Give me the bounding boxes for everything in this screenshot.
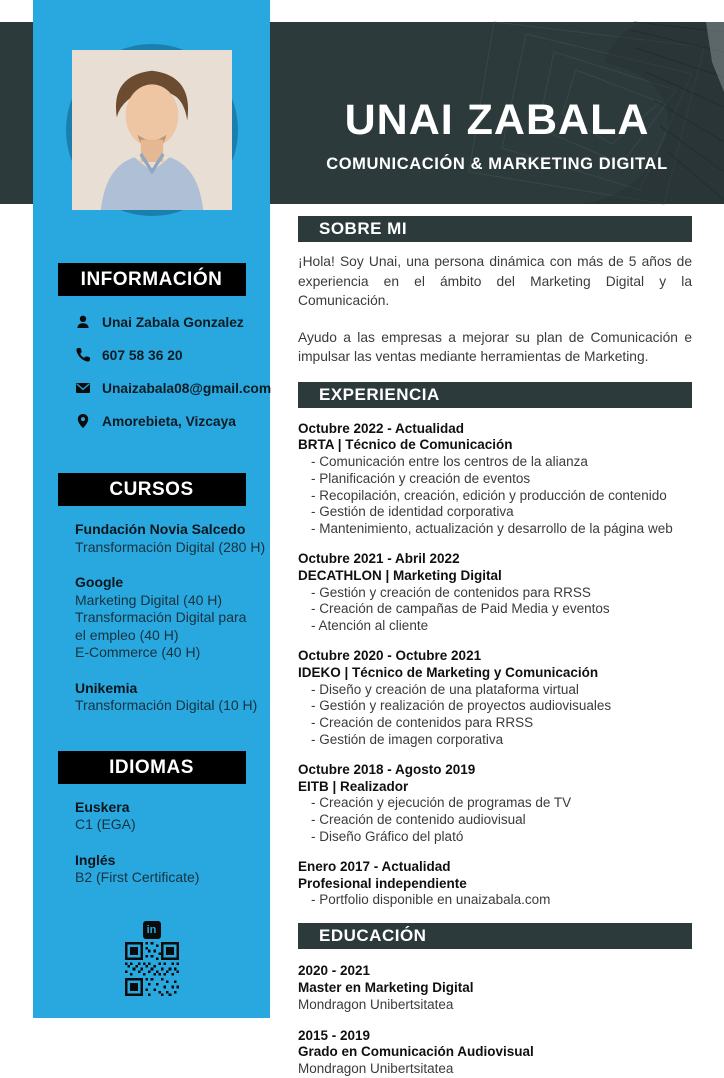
experience-entry [298,648,692,749]
section-title: EXPERIENCIA [319,384,440,404]
location-text: Amorebieta, Vizcaya [102,413,236,429]
curso-line: Marketing Digital (40 H) [75,591,223,608]
experience-entry [298,762,692,846]
info-item-location [75,413,270,429]
entry-role: BRTA | Técnico de Comunicación [298,437,513,453]
section-title: IDIOMAS [109,756,194,778]
sidebar [33,0,270,1018]
profile-photo [66,44,238,216]
entry-dates: Octubre 2020 - Octubre 2021 [298,648,482,664]
entry-bullet: - Gestión y realización de proyectos audiovisuales [298,698,692,715]
person-tagline: COMUNICACIÓN & MARKETING DIGITAL [326,155,668,173]
info-item-phone [75,347,270,363]
section-banner-informacion [58,263,246,296]
entry-bullet: - Portfolio disponible en unaizabala.com [298,892,692,909]
entry-bullet: - Creación y ejecución de programas de TV [298,795,692,812]
entry-role: DECATHLON | Marketing Digital [298,567,502,583]
entry-bullet: - Gestión de imagen corporativa [298,732,692,749]
idioma-group [75,799,270,834]
entry-bullet: - Comunicación entre los centros de la alianza [298,454,692,471]
location-icon [75,413,91,429]
entry-bullet: - Gestión de identidad corporativa [298,504,692,521]
cursos-list [75,521,270,715]
entry-dates: Octubre 2021 - Abril 2022 [298,551,460,567]
curso-group [75,574,270,662]
info-list [75,314,270,429]
section-title: INFORMACIÓN [80,269,223,290]
avatar [72,50,232,210]
about-paragraph: Ayudo a las empresas a mejorar su plan de Comunicación e impulsar las ventas mediante herramientas de Marketing. [298,329,692,364]
entry-degree: Grado en Comunicación Audiovisual [298,1044,534,1060]
entry-dates: 2020 - 2021 [298,963,371,979]
section-title: EDUCACIÓN [319,926,427,946]
section-banner-idiomas [58,751,246,784]
curso-org: Unikemia [75,679,138,696]
entry-bullet: - Gestión y creación de contenidos para RRSS [298,585,692,602]
section-title: SOBRE MI [319,219,408,238]
phone-number: 607 58 36 20 [102,347,183,363]
curso-line: el empleo (40 H) [75,626,179,643]
entry-bullet: - Creación de contenido audiovisual [298,812,692,829]
entry-degree: Master en Marketing Digital [298,980,474,996]
entry-dates: Enero 2017 - Actualidad [298,858,451,874]
entry-school: Mondragon Unibertsitatea [298,1061,454,1077]
curso-line: Transformación Digital (10 H) [75,697,258,713]
idiomas-list [75,799,270,887]
entry-dates: 2015 - 2019 [298,1027,371,1043]
info-item-name [75,314,270,330]
entry-bullet: - Diseño Gráfico del plató [298,829,692,846]
entry-bullet: - Diseño y creación de una plataforma virtual [298,682,692,699]
entry-bullet: - Mantenimiento, actualización y desarrollo de la página web [298,521,692,538]
education-entry [298,963,692,1013]
experience-entry [298,859,692,909]
entry-bullet: - Creación de contenidos para RRSS [298,715,692,732]
idioma-lang: Inglés [75,851,116,868]
idioma-level: C1 (EGA) [75,816,136,832]
section-banner-cursos [58,473,246,506]
entry-bullet: - Recopilación, creación, edición y producción de contenido [298,488,692,505]
experience-entry [298,421,692,539]
email-icon [75,380,91,396]
curso-line: Transformación Digital (280 H) [75,538,266,555]
entry-role: IDEKO | Técnico de Marketing y Comunicación [298,664,599,680]
entry-dates: Octubre 2018 - Agosto 2019 [298,761,476,777]
phone-icon [75,347,91,363]
entry-bullet: - Creación de campañas de Paid Media y eventos [298,601,692,618]
info-item-email [75,380,270,396]
qr-code [125,942,179,996]
entry-role: Profesional independiente [298,875,467,891]
curso-line: E-Commerce (40 H) [75,644,201,660]
entry-role: EITB | Realizador [298,778,409,794]
main-column [298,216,692,1078]
curso-line: Transformación Digital para [75,609,247,625]
linkedin-icon: in [143,921,161,939]
curso-org: Google [75,574,124,590]
curso-org: Fundación Novia Salcedo [75,521,246,537]
experience-entry [298,551,692,635]
curso-group [75,680,270,715]
section-banner-educacion [298,923,692,949]
full-name: Unai Zabala Gonzalez [102,314,244,330]
person-name: UNAI ZABALA [344,96,650,144]
entry-dates: Octubre 2022 - Actualidad [298,420,465,436]
linkedin-qr-block [33,921,270,996]
education-entry [298,1028,692,1078]
section-banner-experiencia [298,382,692,408]
section-banner-sobre-mi [298,216,692,242]
person-icon [75,314,91,330]
entry-school: Mondragon Unibertsitatea [298,996,454,1012]
entry-bullet: - Atención al cliente [298,618,692,635]
header-title-block [270,44,724,226]
idioma-group [75,852,270,887]
about-paragraph: ¡Hola! Soy Unai, una persona dinámica con más de 5 años de experiencia en el ámbito del Marketing Digital y la Comunicación. [298,254,692,308]
curso-group [75,521,270,556]
idioma-level: B2 (First Certificate) [75,869,200,885]
section-title: CURSOS [109,479,194,500]
email-address: Unaizabala08@gmail.com [102,380,272,396]
entry-bullet: - Planificación y creación de eventos [298,471,692,488]
idioma-lang: Euskera [75,798,130,815]
